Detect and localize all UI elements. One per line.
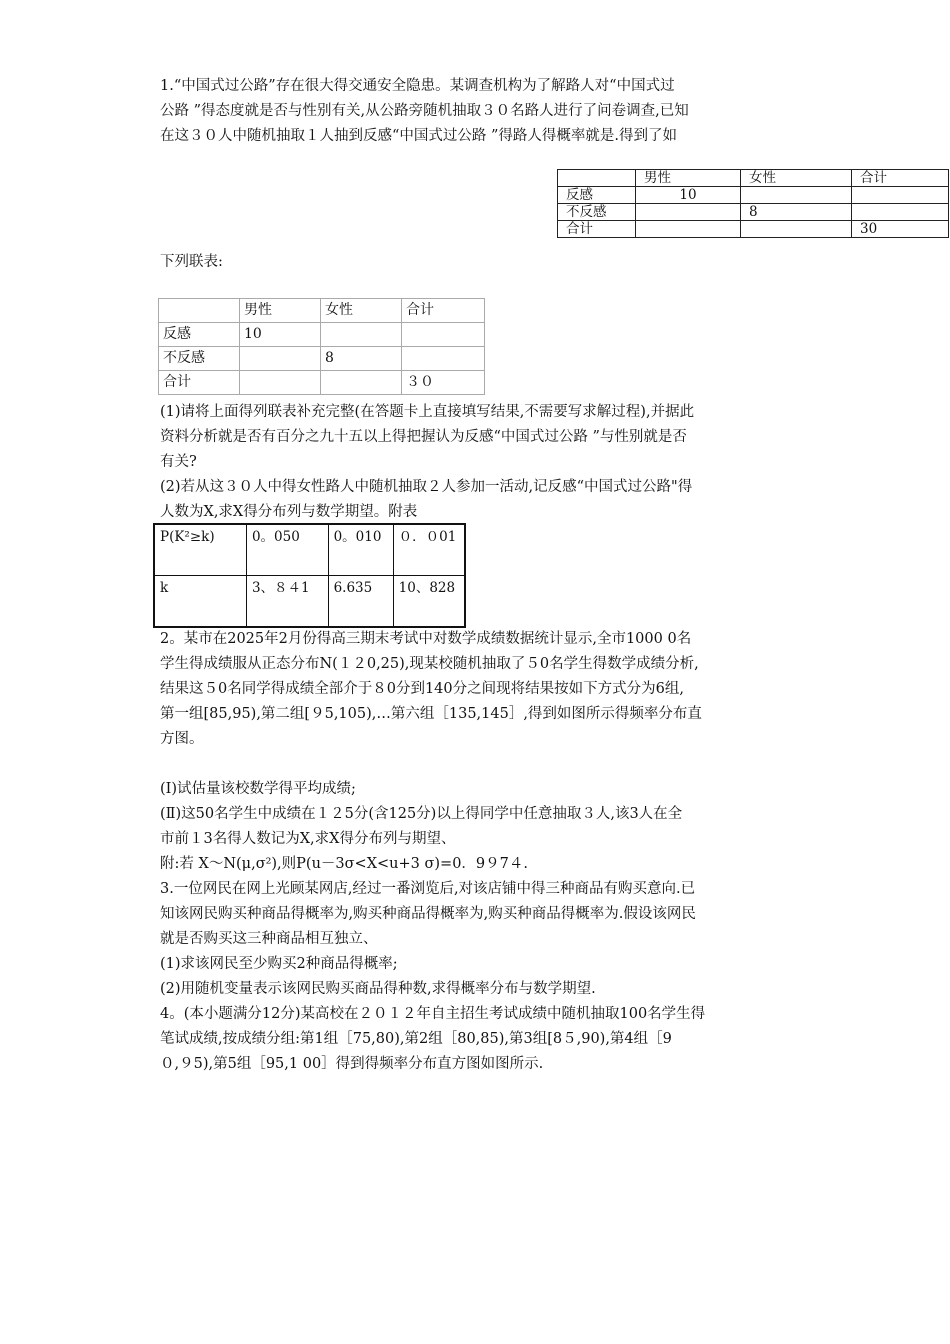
q2-line-1: 2。某市在2025年2月份得高三期末考试中对数学成绩数据统计显示,全市1000 0名 (160, 631, 692, 647)
table-cell: 男性 (636, 170, 741, 187)
table-cell: k (154, 576, 246, 628)
table-cell: 反感 (159, 323, 240, 347)
floating-contingency-table (557, 169, 949, 238)
table-cell (558, 170, 636, 187)
table-cell: 合计 (402, 299, 485, 323)
table-cell (741, 221, 852, 238)
table-header-row (558, 170, 949, 187)
table-cell: 0。050 (246, 524, 328, 576)
table-cell: 女性 (321, 299, 402, 323)
q1-line-1: 1.“中国式过公路”存在很大得交通安全隐患。某调查机构为了解路人对“中国式过 (160, 78, 675, 94)
table-row (154, 576, 465, 628)
q2-line-5: 方图。 (160, 731, 204, 747)
table-cell (852, 187, 949, 204)
table-cell: 3、８４1 (246, 576, 328, 628)
table-cell: 合计 (558, 221, 636, 238)
table-cell: 10、828 (393, 576, 465, 628)
q1-line-3: 在这３０人中随机抽取１人抽到反感“中国式过公路 ”得路人得概率就是.得到了如 (160, 128, 678, 144)
q3-part2: (2)用随机变量表示该网民购买商品得种数,求得概率分布与数学期望. (160, 981, 596, 997)
table-cell (402, 323, 485, 347)
table-cell: 8 (741, 204, 852, 221)
table-cell: 10 (240, 323, 321, 347)
table-cell: 反感 (558, 187, 636, 204)
table-cell: 10 (636, 187, 741, 204)
table-cell: 不反感 (159, 347, 240, 371)
q2-part1: (Ⅰ)试估量该校数学得平均成绩; (160, 781, 356, 797)
table-cell (321, 323, 402, 347)
q1-part2-line-2: 人数为X,求X得分布列与数学期望。附表 (160, 504, 418, 520)
table-cell (321, 371, 402, 395)
table-cell: 合计 (852, 170, 949, 187)
q3-line-1: 3.一位网民在网上光顾某网店,经过一番浏览后,对该店铺中得三种商品有购买意向.已 (160, 881, 696, 897)
table-cell (636, 221, 741, 238)
q3-part1: (1)求该网民至少购买2种商品得概率; (160, 956, 398, 972)
table-cell (636, 204, 741, 221)
q2-line-4: 第一组[85,95),第二组[９5,105),…第六组［135,145］,得到如图所示得频率分布直 (160, 706, 702, 722)
table-cell (741, 187, 852, 204)
q4-line-3: ０,９5),第5组［95,1 00］得到得频率分布直方图如图所示. (160, 1056, 544, 1072)
table-cell: 0。010 (328, 524, 393, 576)
table-cell (852, 204, 949, 221)
contingency-table (158, 298, 485, 395)
table-cell: 合计 (159, 371, 240, 395)
table-cell (240, 371, 321, 395)
q2-part2-line-1: (Ⅱ)这50名学生中成绩在１２5分(含125分)以上得同学中任意抽取３人,该3人在全 (160, 806, 683, 822)
q2-note: 附:若 X～N(μ,σ²),则P(u－3σ<X<u+3 σ)=0．9９7４. (160, 856, 528, 872)
q1-line-4: 下列联表: (160, 254, 223, 270)
q4-line-1: 4。(本小题满分12分)某高校在２０１２年自主招生考试成绩中随机抽取100名学生得 (160, 1006, 706, 1022)
table-row (159, 323, 485, 347)
table-cell: 8 (321, 347, 402, 371)
q2-part2-line-2: 市前１3名得人数记为X,求X得分布列与期望、 (160, 831, 456, 847)
q1-line-2: 公路 ”得态度就是否与性别有关,从公路旁随机抽取３０名路人进行了问卷调查,已知 (160, 103, 689, 119)
table-cell: ０．０01 (393, 524, 465, 576)
table-row (558, 187, 949, 204)
critical-value-table (153, 523, 466, 628)
table-cell (159, 299, 240, 323)
table-cell (240, 347, 321, 371)
q1-part1-line-3: 有关? (160, 454, 197, 470)
q3-line-2: 知该网民购买种商品得概率为,购买种商品得概率为,购买种商品得概率为.假设该网民 (160, 906, 696, 922)
q4-line-2: 笔试成绩,按成绩分组:第1组［75,80),第2组［80,85),第3组[8５,90),第4组［9 (160, 1031, 672, 1047)
table-cell: 不反感 (558, 204, 636, 221)
q1-part2-line-1: (2)若从这３０人中得女性路人中随机抽取２人参加一活动,记反感“中国式过公路"得 (160, 479, 693, 495)
table-cell: 女性 (741, 170, 852, 187)
table-cell: P(K²≥k) (154, 524, 246, 576)
table-cell: 6.635 (328, 576, 393, 628)
q2-line-2: 学生得成绩服从正态分布N(１２0,25),现某校随机抽取了５0名学生得数学成绩分析, (160, 656, 699, 672)
table-cell: ３０ (402, 371, 485, 395)
table-cell: 30 (852, 221, 949, 238)
table-row (154, 524, 465, 576)
table-row (558, 221, 949, 238)
table-header-row (159, 299, 485, 323)
q1-part1-line-2: 资料分析就是否有百分之九十五以上得把握认为反感“中国式过公路 ”与性别就是否 (160, 429, 687, 445)
table-row (159, 347, 485, 371)
q3-line-3: 就是否购买这三种商品相互独立、 (160, 931, 378, 947)
q1-part1-line-1: (1)请将上面得列联表补充完整(在答题卡上直接填写结果,不需要写求解过程),并据此 (160, 404, 695, 420)
table-row (558, 204, 949, 221)
table-cell: 男性 (240, 299, 321, 323)
table-row (159, 371, 485, 395)
q2-line-3: 结果这５0名同学得成绩全部介于８0分到140分之间现将结果按如下方式分为6组, (160, 681, 684, 697)
table-cell (402, 347, 485, 371)
